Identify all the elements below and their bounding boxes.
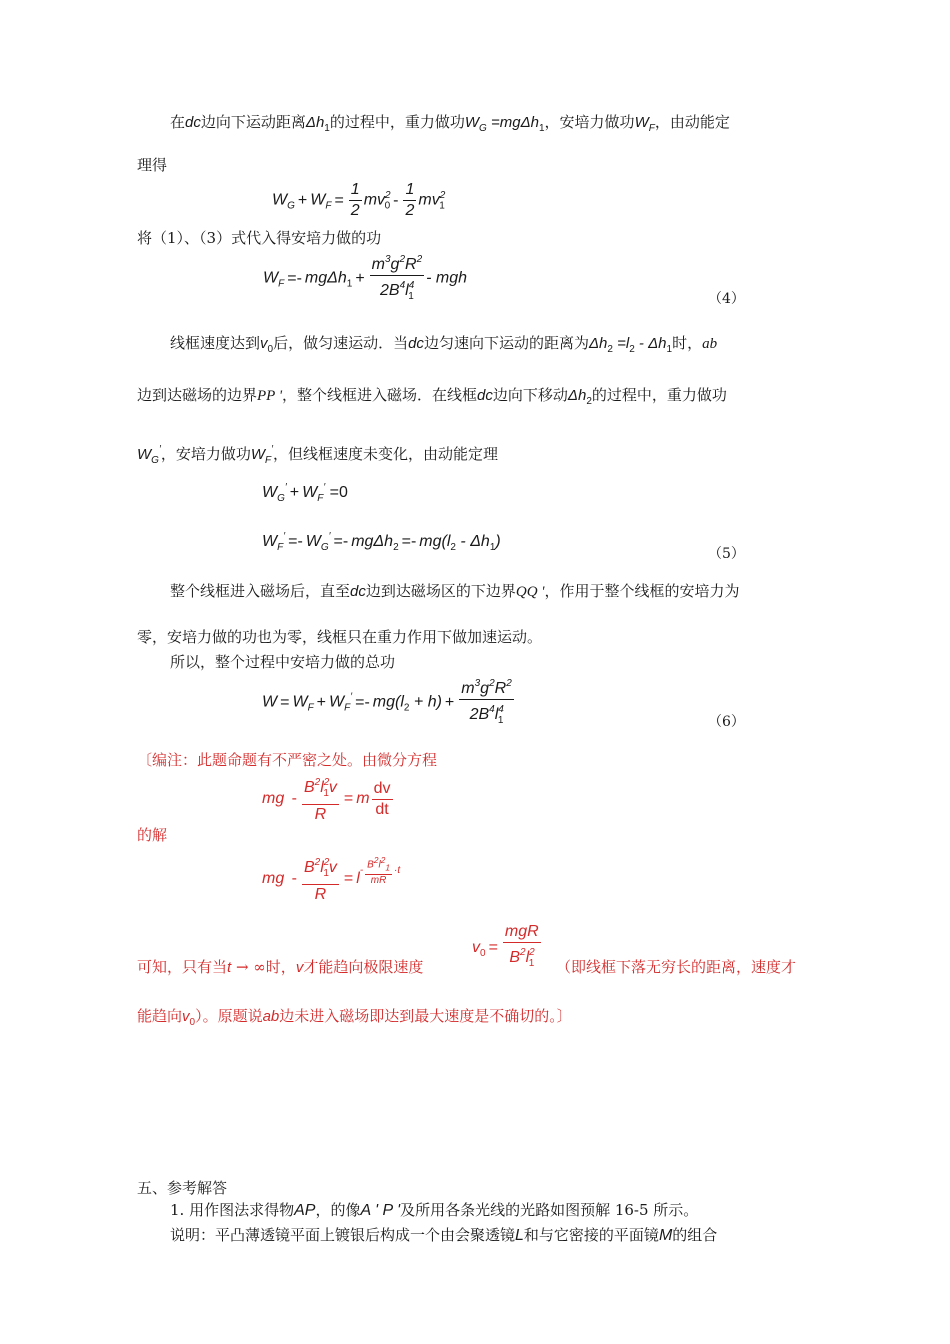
note-line3-tail: （即线框下落无穷长的距离，速度才 bbox=[556, 958, 797, 976]
para3-line3: $W_G'$，安培力做功$W_F'$，但线框速度未变化，由动能定理 bbox=[137, 444, 499, 466]
var-delta-h2: $\Delta h_2 =l_2 - \Delta h_1$ bbox=[588, 335, 673, 355]
eq4: $W_F =- mg\Delta h_1$ + $\frac{m^3g^2R^2}{2B^4l^4_1}$ - mgh bbox=[263, 250, 467, 307]
eq5-label: （5） bbox=[708, 546, 745, 562]
eq6: $W = W_F + W_F' =- mg(l_2 + h)$ + $\frac{m^3g^2R^2}{2B^4l^4_1}$ bbox=[262, 674, 516, 731]
para4-line1: 整个线框进入磁场后，直至dc边到达磁场区的下边界QQ '，作用于整个线框的安培力为 bbox=[170, 582, 740, 600]
note-eq-diff: mg - $\frac{B^2l^2_1v}{R}$ = m $\frac{dv}{dt}$ bbox=[262, 773, 395, 825]
note-line2: 的解 bbox=[137, 826, 168, 844]
para1-line2: 理得 bbox=[137, 156, 168, 174]
note-line4: 能趋向$v_0$）。原题说ab边未进入磁场即达到最大速度是不确切的。〕 bbox=[137, 1007, 572, 1028]
note-eq-solution: mg - $\frac{B^2l^2_1v}{R}$ = $l^{- \frac{B^2l^2_1}{mR} \cdot t}$ bbox=[262, 853, 400, 905]
note-eq-vlimit: $v_0$ = $\frac{\text{mgR}}{B^2l^2_1}$ bbox=[472, 923, 539, 969]
eq4-label: （4） bbox=[708, 291, 745, 307]
var-v0: $v_0$ bbox=[260, 335, 274, 355]
para4-line2: 零，安培力做的功也为零，线框只在重力作用下做加速运动。 bbox=[137, 628, 543, 646]
section5-explanation: 说明：平凸薄透镜平面上镀银后构成一个由会聚透镜L和与它密接的平面镜M的组合 bbox=[170, 1226, 718, 1244]
eq-kinetic: $W_G + W_F$ = $\frac{1}{2}$ $mv^2_0$ - $\frac{1}{2}$ $mv^2_1$ bbox=[272, 181, 446, 219]
var-dc: dc bbox=[185, 114, 201, 131]
eq6-label: （6） bbox=[708, 714, 745, 730]
var-delta-h1: $\Delta h_1$ bbox=[305, 114, 330, 134]
para3-line1: 线框速度达到$v_0$后，做匀速运动．当dc边匀速向下运动的距离为$\Delta h_2 =l_2 - \Delta h_1$时，ab bbox=[170, 334, 718, 355]
eq5a: $W_G' + W_F' =0$ bbox=[262, 482, 348, 504]
section5-heading: 五、参考解答 bbox=[137, 1179, 228, 1197]
eq5: $W_F' =- W_G' =- mg\Delta h_2 =- mg(l_2 - \Delta h_1)$ bbox=[262, 531, 501, 553]
para1-line1: 在dc边向下运动距离$\Delta h_1$的过程中，重力做功$W_G =mg\Delta h_1$，安培力做功$W_F$，由动能定 bbox=[170, 113, 730, 134]
note-line3: 可知，只有当t → ∞时，v才能趋向极限速度 bbox=[137, 958, 424, 976]
var-wf: $W_F$ bbox=[634, 114, 655, 134]
section5-item1: 1. 用作图法求得物AP，的像A ' P '及所用各条光线的光路如图预解 16-5 所示。 bbox=[170, 1201, 699, 1219]
para2: 将（1）、（3）式代入得安培力做的功 bbox=[137, 229, 382, 247]
para3-line2: 边到达磁场的边界PP '，整个线框进入磁场．在线框dc边向下移动$\Delta h_2$的过程中，重力做功 bbox=[137, 386, 727, 407]
para4-line3: 所以，整个过程中安培力做的总功 bbox=[170, 653, 396, 671]
note-line1: 〔编注：此题命题有不严密之处。由微分方程 bbox=[137, 751, 438, 769]
var-wg-eq: $W_G =mg\Delta h_1$ bbox=[464, 114, 545, 134]
